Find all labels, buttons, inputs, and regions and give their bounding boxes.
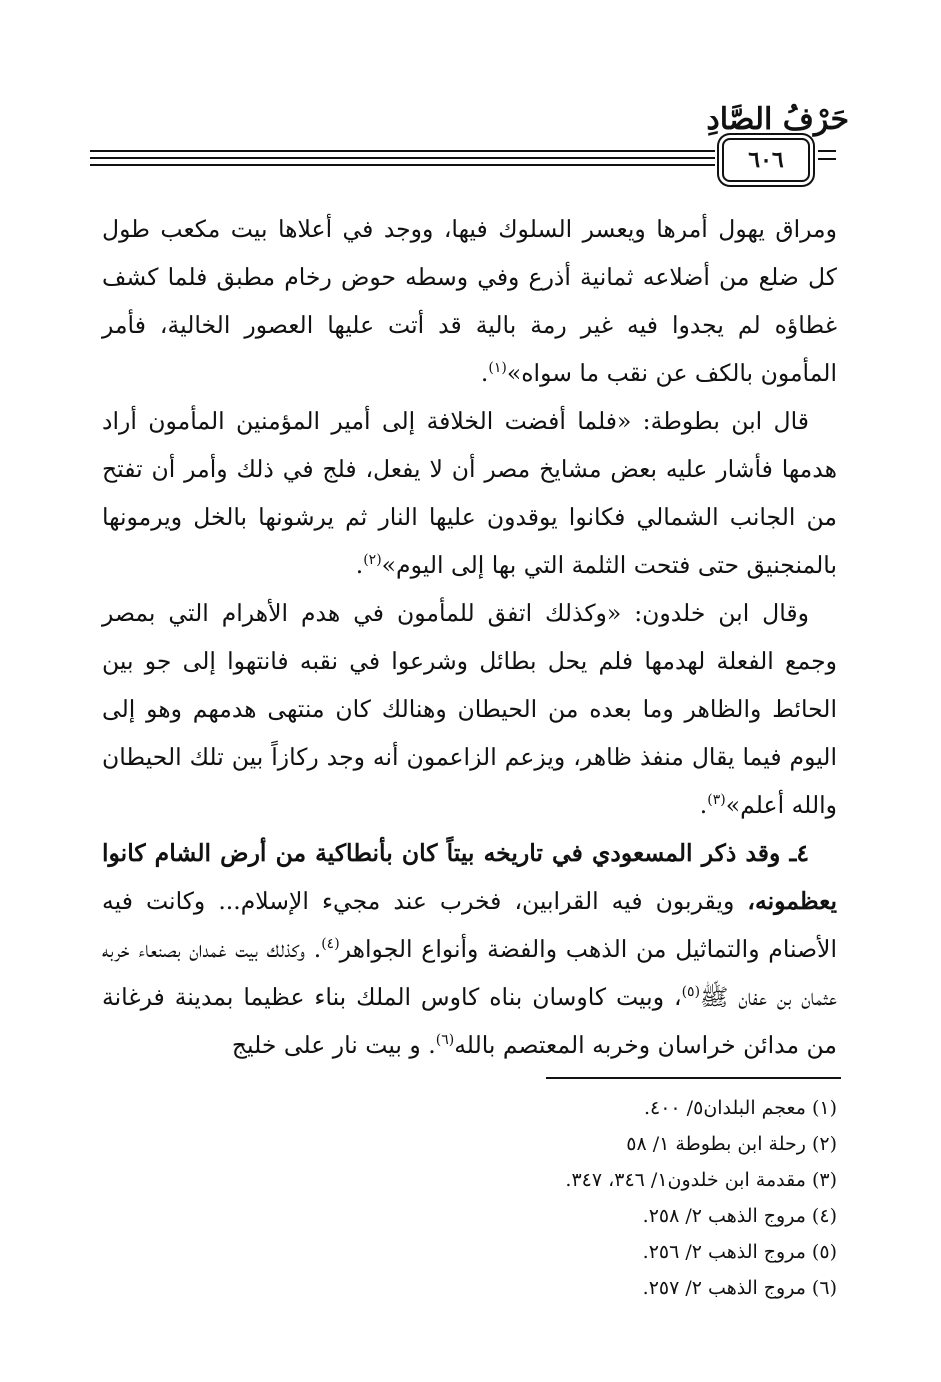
footnote-marker: (٣) <box>707 792 726 809</box>
header-end-rules <box>818 150 836 164</box>
footnote-marker: (١) <box>488 360 507 377</box>
paragraph-text: ويقربون فيه القرابين، فخرب عند مجيء الإسلام... وكانت فيه الأصنام والتماثيل من الذهب والفضة وأنواع الجواهر <box>102 887 837 963</box>
footnote: (٤) مروج الذهب ٢/ ٢٥٨. <box>642 1205 837 1227</box>
running-title: حَرْفُ الصَّادِ <box>706 102 849 137</box>
paragraph-text: ومراق يهول أمرها ويعسر السلوك فيها، ووجد في أعلاها بيت مكعب طول كل ضلع من أضلاعه ثمانية أذرع وفي وسطه حوض رخام مطبق فلما كشف غطاؤه لم يجدوا فيه غير رمة بالية قد أتت عليها العصور الخالية، فأمر المأمون بالكف عن نقب ما سواه» <box>102 215 837 387</box>
header-rules <box>90 150 715 170</box>
page-number: ٦٠٦ <box>722 138 810 182</box>
paragraph-text: ، وبيت كاوسان بناه كاوس الملك بناء عظيما بمدينة فرغانة من مدائن خراسان وخربه المعتصم بالله <box>102 983 837 1059</box>
paragraph-bold-text: ٤ـ وقد ذكر المسعودي في تاريخه بيتاً كان بأنطاكية من أرض الشام كانوا يعظمونه، <box>102 839 837 915</box>
footnote: (٥) مروج الذهب ٢/ ٢٥٦. <box>642 1241 837 1263</box>
footnotes <box>317 1090 837 1306</box>
header-rule-line <box>90 150 715 152</box>
footnote-marker: (٥) <box>681 984 701 1001</box>
header-rule-line <box>818 158 836 160</box>
paragraph-3: وقال ابن خلدون: «وكذلك اتفق للمأمون في هدم الأهرام التي بمصر وجمع الفعلة لهدمها فلم يحل بطائل وشرعوا في نقبه فانتهوا إلى جو بين الحائط والظاهر وما بعده من الحيطان وهنالك كان منتهى هدمهم وهو إلى اليوم فيما يقال منفذ ظاهر، ويزعم الزاعمون أنه وجد ركازاً بين تلك الحيطان والله أعلم»$^{(٣)}$. <box>102 599 837 819</box>
paragraph-2: قال ابن بطوطة: «فلما أفضت الخلافة إلى أمير المؤمنين المأمون أراد هدمها فأشار عليه بعض مشايخ مصر أن لا يفعل، فلج في ذلك وأمر أن تفتح من الجانب الشمالي فكانوا يوقدون عليها النار ثم يرشونها بالخل ويرمونها بالمنجنيق حتى فتحت الثلمة التي بها إلى اليوم»$^{(٢)}$. <box>102 407 837 579</box>
footnote: (١) معجم البلدان٥/ ٤٠٠. <box>643 1097 837 1119</box>
footnote-marker: (٤) <box>321 936 340 953</box>
footnote: (٦) مروج الذهب ٢/ ٢٥٧. <box>642 1277 837 1299</box>
footnote-separator <box>546 1077 841 1079</box>
header-rule-line <box>90 157 715 159</box>
footnote-marker: (٦) <box>435 1032 455 1049</box>
header-rule-line <box>90 164 715 166</box>
header-rule-line <box>818 150 836 152</box>
paragraph-text: قال ابن بطوطة: «فلما أفضت الخلافة إلى أمير المؤمنين المأمون أراد هدمها فأشار عليه بعض مشايخ مصر أن لا يفعل، فلج في ذلك وأمر أن تفتح من الجانب الشمالي فكانوا يوقدون عليها النار ثم يرشونها بالخل ويرمونها بالمنجنيق حتى فتحت الثلمة التي بها إلى اليوم» <box>102 407 837 579</box>
body-text <box>102 205 837 1069</box>
paragraph-text: وقال ابن خلدون: «وكذلك اتفق للمأمون في هدم الأهرام التي بمصر وجمع الفعلة لهدمها فلم يحل بطائل وشرعوا في نقبه فانتهوا إلى جو بين الحائط والظاهر وما بعده من الحيطان وهنالك كان منتهى هدمهم وهو إلى اليوم فيما يقال منفذ ظاهر، ويزعم الزاعمون أنه وجد ركازاً بين تلك الحيطان والله أعلم» <box>102 599 837 819</box>
footnote-marker: (٢) <box>363 552 382 569</box>
paragraph-text: . و بيت نار على خليج <box>231 1031 436 1059</box>
paragraph-4 <box>102 829 837 1069</box>
paragraph-1: ومراق يهول أمرها ويعسر السلوك فيها، ووجد في أعلاها بيت مكعب طول كل ضلع من أضلاعه ثمانية أذرع وفي وسطه حوض رخام مطبق فلما كشف غطاؤه لم يجدوا فيه غير رمة بالية قد أتت عليها العصور الخالية، فأمر المأمون بالكف عن نقب ما سواه»$^{(١)}$. <box>102 215 837 387</box>
paragraph-text: . وكذلك بيت غمدان بصنعاء خربه عثمان بن عفان ﷺ <box>102 935 838 1011</box>
footnote: (٢) رحلة ابن بطوطة ١/ ٥٨ <box>626 1133 837 1155</box>
footnote: (٣) مقدمة ابن خلدون١/ ٣٤٦، ٣٤٧. <box>565 1169 837 1191</box>
